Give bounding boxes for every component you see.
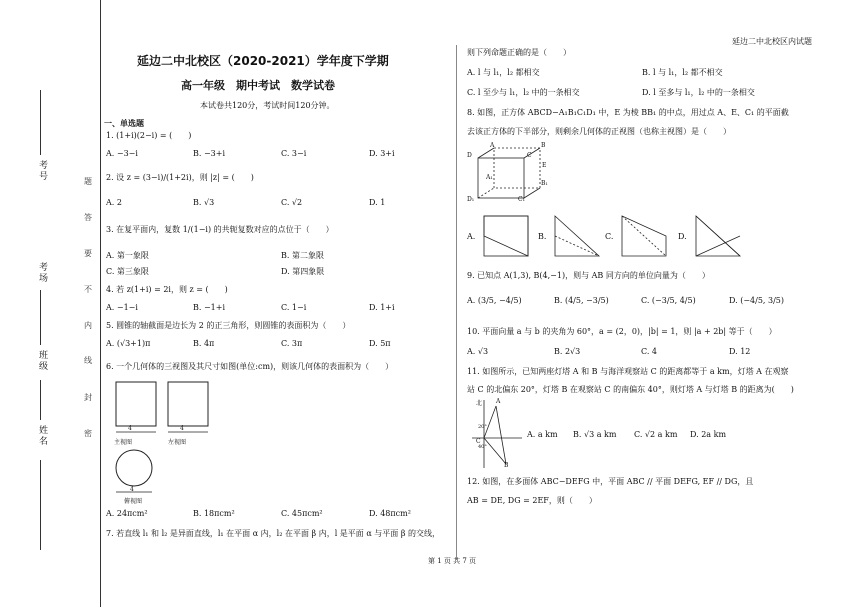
ray-to-a [484, 406, 496, 438]
exam-note: 本试卷共120分，考试时间120分钟。 [200, 101, 335, 110]
q10-option-b[interactable]: B. 2√3 [554, 347, 581, 356]
question-11-line1: 11. 如图所示，已知两座灯塔 A 和 B 与海洋观察站 C 的距离都等于 a km，灯塔 A 在观察 [467, 367, 789, 376]
seal-char: 内 [84, 321, 92, 330]
cube-label-e: E [542, 162, 547, 169]
q8-option-c[interactable]: C. [605, 232, 614, 241]
q2-option-c[interactable]: C. √2 [281, 198, 303, 207]
q7-option-a[interactable]: A. l 与 l₁，l₂ 都相交 [467, 68, 540, 77]
name-field[interactable] [40, 460, 41, 550]
q8-option-c-figure [620, 214, 670, 260]
seal-char: 封 [84, 393, 92, 402]
q8-option-d-figure [694, 214, 744, 260]
exam-number-field[interactable] [40, 90, 41, 155]
cube-label-b1: B₁ [541, 180, 548, 187]
cube-label-b: B [541, 142, 546, 149]
column-divider [456, 45, 457, 560]
question-11-line2: 站 C 的北偏东 20°，灯塔 B 在观察站 C 的南偏东 40°，则灯塔 A 与灯塔 B 的距离为( ) [467, 385, 794, 394]
header-note: 延边二中北校区内试题 [732, 37, 812, 46]
angle-40-label: 40° [478, 444, 487, 450]
q1-option-a[interactable]: A. −3−i [106, 149, 138, 158]
cube-label-c1: C₁ [518, 196, 525, 203]
q2-option-a[interactable]: A. 2 [106, 198, 122, 207]
question-2: 2. 设 z = (3−i)/(1+2i)，则 |z| = ( ) [106, 173, 254, 182]
side-view-label: 左视图 [168, 439, 187, 446]
cube-label-a: A [490, 142, 495, 149]
q1-option-b[interactable]: B. −3+i [193, 149, 226, 158]
q4-option-a[interactable]: A. −1−i [106, 303, 138, 312]
point-b-label: B [504, 462, 509, 469]
class-field[interactable] [40, 380, 41, 420]
q4-option-c[interactable]: C. 1−i [281, 303, 307, 312]
question-8-line1: 8. 如图，正方体 ABCD−A₁B₁C₁D₁ 中，E 为棱 BB₁ 的中点，用过点 A、E、C₁ 的平面截 [467, 108, 789, 117]
lighthouse-figure [470, 398, 524, 470]
front-view-label: 主视图 [114, 439, 133, 446]
question-5: 5. 圆锥的轴截面是边长为 2 的正三角形，则圆锥的表面积为（ ） [106, 321, 351, 330]
cube-label-d: D [467, 152, 472, 159]
question-12-line2: AB = DE, DG = 2EF，则（ ） [467, 496, 597, 505]
seal-char: 答 [84, 213, 92, 222]
q8-option-b[interactable]: B. [538, 232, 547, 241]
q7-option-c[interactable]: C. l 至少与 l₁，l₂ 中的一条相交 [467, 88, 580, 97]
q8-option-d[interactable]: D. [678, 232, 687, 241]
cube-label-a1: A₁ [486, 174, 493, 181]
seal-char: 密 [84, 429, 92, 438]
ray-to-b [484, 438, 506, 464]
seal-char: 不 [84, 285, 92, 294]
seal-char: 要 [84, 249, 92, 258]
q5-option-a[interactable]: A. (√3+1)π [106, 339, 151, 348]
q8-option-a[interactable]: A. [467, 232, 476, 241]
q11-option-d[interactable]: D. 2a km [690, 430, 727, 439]
section-heading: 一、单选题 [104, 119, 144, 128]
page-footer: 第 1 页 共 7 页 [428, 557, 477, 565]
q11-option-a[interactable]: A. a km [527, 430, 558, 439]
question-9: 9. 已知点 A(1,3), B(4,−1)，则与 AB 同方向的单位向量为（ ） [467, 271, 710, 280]
q9-option-d[interactable]: D. (−4/5, 3/5) [729, 296, 784, 305]
q9-option-b[interactable]: B. (4/5, −3/5) [554, 296, 609, 305]
cube-label-d1: D₁ [467, 196, 475, 203]
q3-option-b[interactable]: B. 第二象限 [281, 251, 324, 260]
q10-option-d[interactable]: D. 12 [729, 347, 751, 356]
question-3: 3. 在复平面内，复数 1/(1−i) 的共轭复数对应的点位于（ ） [106, 225, 334, 234]
exam-subtitle: 高一年级 期中考试 数学试卷 [181, 79, 335, 92]
angle-20-label: 20° [478, 424, 487, 430]
question-1: 1. (1+i)(2−i) = ( ) [106, 131, 192, 140]
top-view-label: 俯视图 [124, 498, 143, 505]
q8-option-b-figure [553, 214, 603, 260]
q9-option-c[interactable]: C. (−3/5, 4/5) [641, 296, 696, 305]
q1-option-c[interactable]: C. 3−i [281, 149, 307, 158]
cube-figure [472, 146, 552, 204]
q11-option-c[interactable]: C. √2 a km [634, 430, 678, 439]
class-label: 班级 [37, 350, 47, 372]
side-view-shape [168, 382, 208, 426]
top-view-shape [116, 450, 152, 486]
point-a-label: A [496, 398, 501, 405]
question-8-line2: 去该正方体的下半部分，则剩余几何体的正视图（也称主视图）是（ ） [467, 127, 731, 136]
q3-option-d[interactable]: D. 第四象限 [281, 267, 325, 276]
exam-room-label: 考场 [37, 262, 47, 284]
q4-option-b[interactable]: B. −1+i [193, 303, 226, 312]
q10-option-c[interactable]: C. 4 [641, 347, 658, 356]
question-12-line1: 12. 如图，在多面体 ABC−DEFG 中，平面 ABC // 平面 DEFG, EF // DG，且 [467, 477, 754, 486]
q2-option-b[interactable]: B. √3 [193, 198, 215, 207]
cube-label-c: C [527, 152, 532, 159]
q5-option-d[interactable]: D. 5π [369, 339, 391, 348]
point-c-label: C [476, 438, 481, 445]
front-dim-label: 4 [128, 425, 132, 432]
question-10: 10. 平面向量 a 与 b 的夹角为 60°，a = (2，0)，|b| = 1，则 |a + 2b| 等于（ ） [467, 327, 777, 336]
q10-option-a[interactable]: A. √3 [467, 347, 489, 356]
q5-option-c[interactable]: C. 3π [281, 339, 303, 348]
q7-option-d[interactable]: D. l 至多与 l₁，l₂ 中的一条相交 [642, 88, 755, 97]
exam-room-field[interactable] [40, 290, 41, 345]
q5-option-b[interactable]: B. 4π [193, 339, 215, 348]
q1-option-d[interactable]: D. 3+i [369, 149, 395, 158]
q7-option-b[interactable]: B. l 与 l₁，l₂ 都不相交 [642, 68, 723, 77]
name-label: 姓名 [37, 425, 47, 447]
question-4: 4. 若 z(1+i) = 2i，则 z = ( ) [106, 285, 228, 294]
top-dim-label: 4 [130, 486, 134, 493]
exam-title: 延边二中北校区（2020-2021）学年度下学期 [137, 54, 389, 68]
q11-option-b[interactable]: B. √3 a km [573, 430, 617, 439]
seal-char: 题 [84, 177, 92, 186]
q3-option-a[interactable]: A. 第一象限 [106, 251, 149, 260]
q6-option-c[interactable]: C. 45πcm² [281, 509, 323, 518]
q7-continued: 则下列命题正确的是（ ） [467, 48, 571, 57]
q6-option-a[interactable]: A. 24πcm² [106, 509, 148, 518]
q9-option-a[interactable]: A. (3/5, −4/5) [467, 296, 522, 305]
north-label: 北 [476, 400, 483, 407]
seal-char: 线 [84, 356, 92, 365]
q6-option-b[interactable]: B. 18πcm² [193, 509, 235, 518]
q8-option-a-figure [482, 214, 532, 260]
q6-option-d[interactable]: D. 48πcm² [369, 509, 411, 518]
question-7: 7. 若直线 l₁ 和 l₂ 是异面直线，l₁ 在平面 α 内，l₂ 在平面 β 内，l 是平面 α 与平面 β 的交线， [106, 529, 440, 538]
exam-number-label: 考号 [37, 160, 47, 182]
q4-option-d[interactable]: D. 1+i [369, 303, 395, 312]
binding-line [100, 0, 101, 607]
q2-option-d[interactable]: D. 1 [369, 198, 386, 207]
question-6: 6. 一个几何体的三视图及其尺寸如图(单位:cm)，则该几何体的表面积为（ ） [106, 362, 394, 371]
front-view-shape [116, 382, 156, 426]
side-dim-label: 4 [180, 425, 184, 432]
q3-option-c[interactable]: C. 第三象限 [106, 267, 149, 276]
